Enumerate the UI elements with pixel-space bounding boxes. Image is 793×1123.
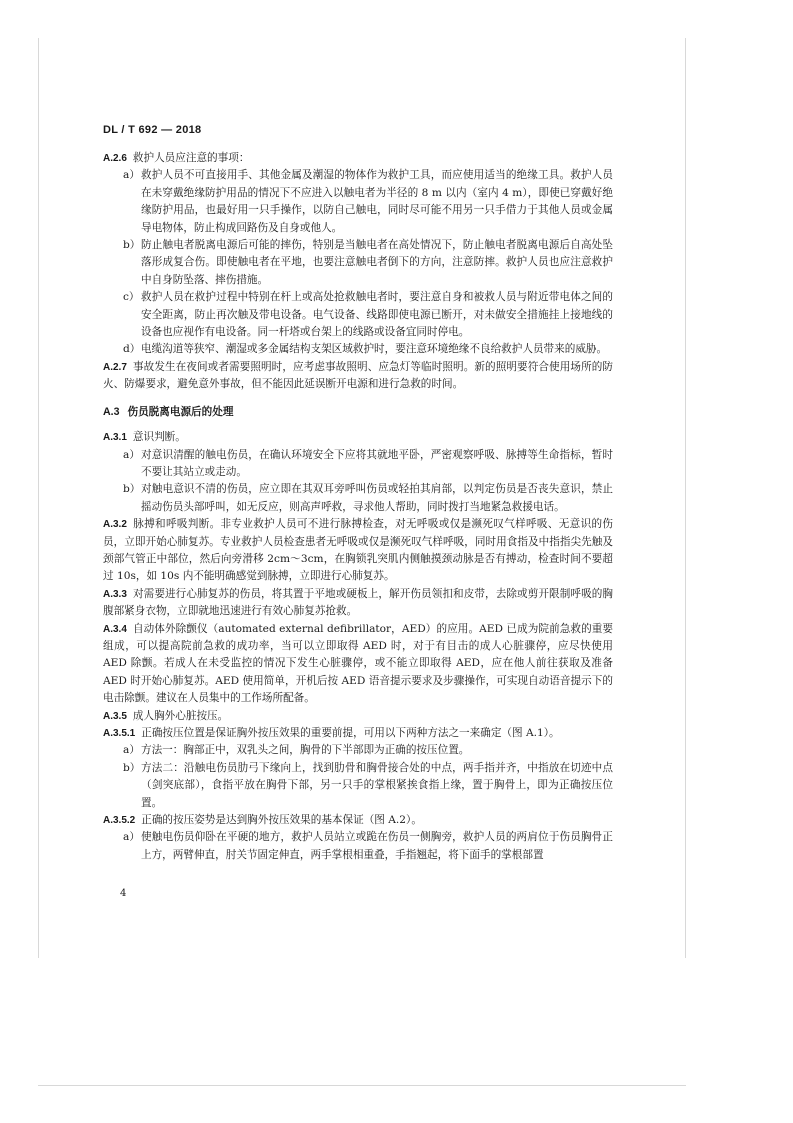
- list-item-text: 对意识清醒的触电伤员，在确认环境安全下应将其就地平卧，严密观察呼吸、脉搏等生命指标，暂时不要让其站立或走动。: [141, 448, 613, 478]
- clause-number: A.3.2: [103, 519, 127, 531]
- list-item-text: 使触电伤员仰卧在平硬的地方，救护人员站立或跪在伤员一侧胸旁，救护人员的两肩位于伤员胸骨正上方，两臂伸直，肘关节固定伸直，两手掌根相重叠，手指翘起，将下面手的掌根部置: [141, 831, 613, 861]
- list-item-label: c）: [123, 291, 140, 304]
- list-item: [103, 341, 613, 358]
- list-item-label: b）: [123, 761, 141, 774]
- section-heading: [103, 404, 613, 421]
- clause-text: 对需要进行心肺复苏的伤员，将其置于平地或硬板上，解开伤员领扣和皮带，去除或剪开限制呼吸的胸腹部紧身衣物，立即就地迅速进行有效心肺复苏抢救。: [103, 587, 613, 618]
- list-item: [103, 760, 613, 812]
- list-item-text: 方法二：沿触电伤员肋弓下缘向上，找到肋骨和胸骨接合处的中点，两手指并齐，中指放在切迹中点（剑突底部），食指平放在胸骨下部，另一只手的掌根紧挨食指上缘，置于胸骨上，即为正确按压位置。: [141, 761, 613, 809]
- list-item-text: 电缆沟道等狭窄、潮湿或多金属结构支架区域救护时，要注意环境绝缘不良给救护人员带来的威胁。: [141, 343, 608, 356]
- document-body: [103, 150, 613, 864]
- clause-paragraph: [103, 621, 613, 708]
- page-border-bottom: [38, 1085, 686, 1086]
- list-item-text: 方法一：胸部正中，双乳头之间，胸骨的下半部即为正确的按压位置。: [141, 744, 470, 757]
- clause-number: A.3.5.2: [103, 815, 136, 827]
- clause-text: 脉搏和呼吸判断。非专业救护人员可不进行脉搏检查，对无呼吸或仅是濒死叹气样呼吸、无意识的伤员，立即开始心肺复苏。专业救护人员检查患者无呼吸或仅是濒死叹气样呼吸，同时用食指及中指指尖先触及颈部气管正中部位，然后向旁滑移 2cm～3cm，在胸锁乳突肌内侧触摸颈动脉是否有搏动，检查时间不要超过 10s，如 10s 内不能明确感觉到脉搏，立即进行心肺复苏。: [103, 518, 613, 583]
- page-number: 4: [120, 888, 127, 899]
- list-item-text: 对触电意识不清的伤员，应立即在其双耳旁呼叫伤员或轻拍其肩部，以判定伤员是否丧失意识，禁止摇动伤员头部呼叫，如无反应，则高声呼救，寻求他人帮助，同时拨打当地紧急救援电话。: [141, 483, 613, 513]
- list-item-label: d）: [123, 343, 141, 356]
- clause-number: A.3.5.1: [103, 728, 136, 739]
- clause-text: 救护人员应注意的事项：: [132, 152, 250, 164]
- clause-text: 正确按压位置是保证胸外按压效果的重要前提，可用以下两种方法之一来确定（图 A.1）。: [141, 727, 560, 739]
- clause-number: A.3.1: [103, 432, 127, 444]
- clause-paragraph: [103, 725, 613, 742]
- list-item: [103, 167, 613, 237]
- page-border-left: [38, 38, 39, 958]
- clause-text: 自动体外除颤仪（automated external defibrillator，AED）的应用。AED 已成为院前急救的重要组成，可以提高院前急救的成功率，当可以立即取得 AED 时，对于有目击的成人心脏骤停，应尽快使用 AED 除颤。若成人在未受监控的情况下发生心脏骤停，或不能立即取得 AED，应在他人前往获取及准备 AED 时开始心肺复苏。AED 使用简单，开机后按 AED 语音提示要求及步骤操作，可实现自动语音提示下的电击除颤。建议在人员集中的工作场所配备。: [103, 622, 613, 705]
- list-item-label: a）: [123, 169, 140, 182]
- clause-paragraph: [103, 812, 613, 829]
- list-item: [103, 742, 613, 759]
- clause-paragraph: [103, 516, 613, 586]
- list-item-text: 救护人员不可直接用手、其他金属及潮湿的物体作为救护工具，而应使用适当的绝缘工具。救护人员在未穿戴绝缘防护用品的情况下不应进入以触电者为半径的 8 m 以内（室内 4 m），即使已穿戴好绝缘防护用品，也最好用一只手操作，以防自己触电，同时尽可能不用另一只手借力于其他人员或金属导电物体，防止构成回路伤及自身或他人。: [141, 169, 613, 234]
- list-item-label: a）: [123, 831, 140, 844]
- section-title: 伤员脱离电源后的处理: [127, 405, 234, 418]
- page-border-right: [685, 38, 686, 958]
- list-item-label: b）: [123, 239, 141, 252]
- clause-number: A.2.7: [103, 361, 127, 373]
- list-item: [103, 447, 613, 482]
- clause-number: A.2.6: [103, 153, 127, 164]
- clause-paragraph: [103, 359, 613, 394]
- list-item: [103, 829, 613, 864]
- clause-paragraph: [103, 150, 613, 167]
- clause-paragraph: [103, 708, 613, 725]
- clause-number: A.3.3: [103, 588, 127, 600]
- clause-text: 意识判断。: [132, 431, 186, 444]
- clause-text: 成人胸外心脏按压。: [132, 709, 229, 722]
- clause-text: 正确的按压姿势是达到胸外按压效果的基本保证（图 A.2）。: [141, 814, 422, 827]
- list-item-label: b）: [123, 483, 141, 496]
- clause-paragraph: [103, 586, 613, 621]
- standard-code-header: DL / T 692 — 2018: [103, 124, 202, 136]
- section-number: A.3: [103, 405, 120, 418]
- list-item: [103, 289, 613, 341]
- list-item: [103, 237, 613, 289]
- list-item-label: a）: [123, 744, 140, 757]
- clause-number: A.3.4: [103, 623, 127, 635]
- clause-number: A.3.5: [103, 710, 127, 722]
- list-item: [103, 481, 613, 516]
- clause-text: 事故发生在夜间或者需要照明时，应考虑事故照明、应急灯等临时照明。新的照明要符合使用场所的防火、防爆要求，避免意外事故，但不能因此延误断开电源和进行急救的时间。: [103, 360, 613, 391]
- list-item-text: 防止触电者脱离电源后可能的摔伤，特别是当触电者在高处情况下，防止触电者脱离电源后自高处坠落形成复合伤。即使触电者在平地，也要注意触电者倒下的方向，注意防摔。救护人员也应注意救护中自身防坠落、摔伤措施。: [141, 239, 613, 286]
- list-item-text: 救护人员在救护过程中特别在杆上或高处抢救触电者时，要注意自身和被救人员与附近带电体之间的安全距离，防止再次触及带电设备。电气设备、线路即使电源已断开，对未做安全措施挂上接地线的设备也应视作有电设备。同一杆塔或台架上的线路或设备宜同时停电。: [141, 291, 613, 339]
- list-item-label: a）: [123, 448, 140, 461]
- clause-paragraph: [103, 429, 613, 446]
